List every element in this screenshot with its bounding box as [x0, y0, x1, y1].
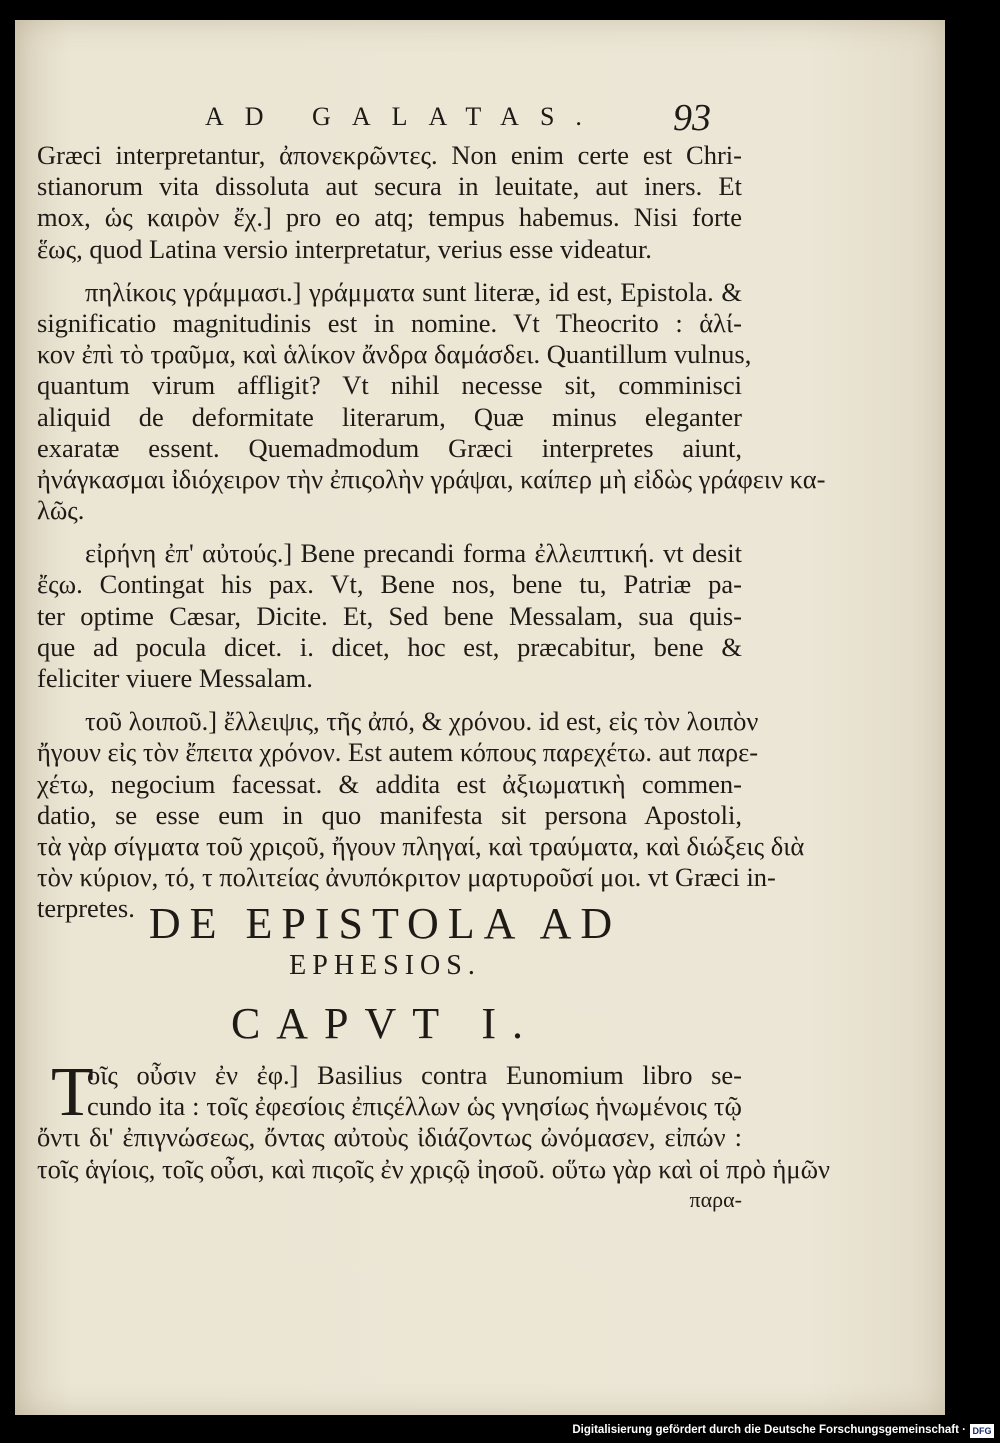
text-line: λῶς. [37, 495, 85, 526]
paragraph [37, 140, 742, 265]
text-line: χέτω, negocium facessat. & addita est ἀξιωματικὴ commen- [37, 768, 742, 799]
paragraph [37, 538, 742, 694]
text-line: quantum virum affligit? Vt nihil necesse sit, comminisci [37, 370, 742, 401]
chapter-text [37, 1054, 831, 1215]
section-subtitle: EPHESIOS. [289, 950, 481, 981]
chapter-heading: CAPVT I. [230, 999, 540, 1048]
text-line: ἔςω. Contingat his pax. Vt, Bene nos, bene tu, Patriæ pa- [37, 569, 742, 600]
text-line: stianorum vita dissoluta aut secura in leuitate, aut iners. Et [37, 171, 742, 202]
body-text [37, 140, 826, 925]
text-line: πηλίκοις γράμμασι.] γράμματα sunt literæ, id est, Epistola. & [85, 276, 742, 307]
page-header [15, 97, 945, 142]
dfg-logo: DFG [970, 1424, 994, 1438]
text-line: ἤγουν εἰς τὸν ἔπειτα χρόνον. Est autem κόπους παρεχέτω. aut παρε- [37, 737, 759, 768]
text-line: cundo ita : τοῖς ἐφεσίοις ἐπιςέλλων ὡς γνησίως ἡνωμένοις τῷ [87, 1091, 742, 1122]
text-line: οῖς οὖσιν ἐν ἐφ.] Basilius contra Eunomium libro se- [87, 1060, 742, 1090]
text-line: aliquid de deformitate literarum, Quæ minus eleganter [37, 401, 742, 432]
text-line: τὸν κύριον, τό, τ πολιτείας ἀνυπόκριτον μαρτυροῦσί μοι. vt Græci in- [37, 862, 776, 893]
text-line: Græci interpretantur, ἀπονεκρῶντες. Non enim certe est Chri- [37, 140, 742, 170]
text-line: exaratæ essent. Quemadmodum Græci interpretes aiunt, [37, 432, 742, 463]
drop-cap: T [51, 1054, 94, 1131]
page-number: 93 [673, 97, 711, 139]
text-line: ἠνάγκασμαι ἰδιόχειρον τὴν ἐπιςολὴν γράψαι, καίπερ μὴ εἰδὼς γράφειν κα- [37, 463, 826, 494]
text-line: ter optime Cæsar, Dicite. Et, Sed bene Messalam, sua quis- [37, 600, 742, 631]
text-line: mox, ὡς καιρὸν ἔχ.] pro eo atq; tempus habemus. Nisi forte [37, 202, 742, 233]
paragraph [37, 706, 805, 924]
paragraph [37, 276, 826, 527]
text-line: τοῖς ἁγίοις, τοῖς οὖσι, καὶ πιςοῖς ἐν χριςῷ ἰησοῦ. οὕτω γὰρ καὶ οἱ πρὸ ἡμῶν [37, 1153, 831, 1184]
footer-bar [0, 1420, 1000, 1443]
text-line: significatio magnitudinis est in nomine. Vt Theocrito : ἁλί- [37, 307, 742, 338]
running-head: AD GALATAS. [205, 102, 603, 131]
text-line: feliciter viuere Messalam. [37, 663, 313, 693]
text-line: que ad pocula dicet. i. dicet, hoc est, præcabitur, bene & [37, 631, 742, 662]
text-line: terpretes. [37, 893, 135, 924]
text-line: κον ἐπὶ τὸ τραῦμα, καὶ ἁλίκον ἄνδρα δαμάσδει. Quantillum vulnus, [37, 339, 752, 370]
catchword: παρα- [689, 1186, 742, 1212]
text-line: τοῦ λοιποῦ.] ἔλλειψις, τῆς ἀπό, & χρόνου. id est, εἰς τὸν λοιπὸν [85, 706, 759, 737]
text-line: ἕως, quod Latina versio interpretatur, verius esse videatur. [37, 233, 652, 264]
text-line: datio, se esse eum in quo manifesta sit persona Apostoli, [37, 799, 742, 830]
book-page [15, 20, 945, 1415]
text-line: ὄντι δι' ἐπιγνώσεως, ὄντας αὐτοὺς ἰδιάζοντως ὠνόμασεν, εἰπών : [37, 1122, 742, 1153]
section-title: DE EPISTOLA AD [148, 899, 622, 948]
text-line: τὰ γὰρ σίγματα τοῦ χριςοῦ, ἤγουν πληγαί, καὶ τραύματα, καὶ διώξεις διὰ [37, 830, 805, 861]
funding-notice: Digitalisierung gefördert durch die Deutsche Forschungsgemeinschaft · [572, 1424, 966, 1436]
text-line: εἰρήνη ἐπ' αὐτούς.] Bene precandi forma ἐλλειπτική. vt desit [85, 538, 742, 569]
